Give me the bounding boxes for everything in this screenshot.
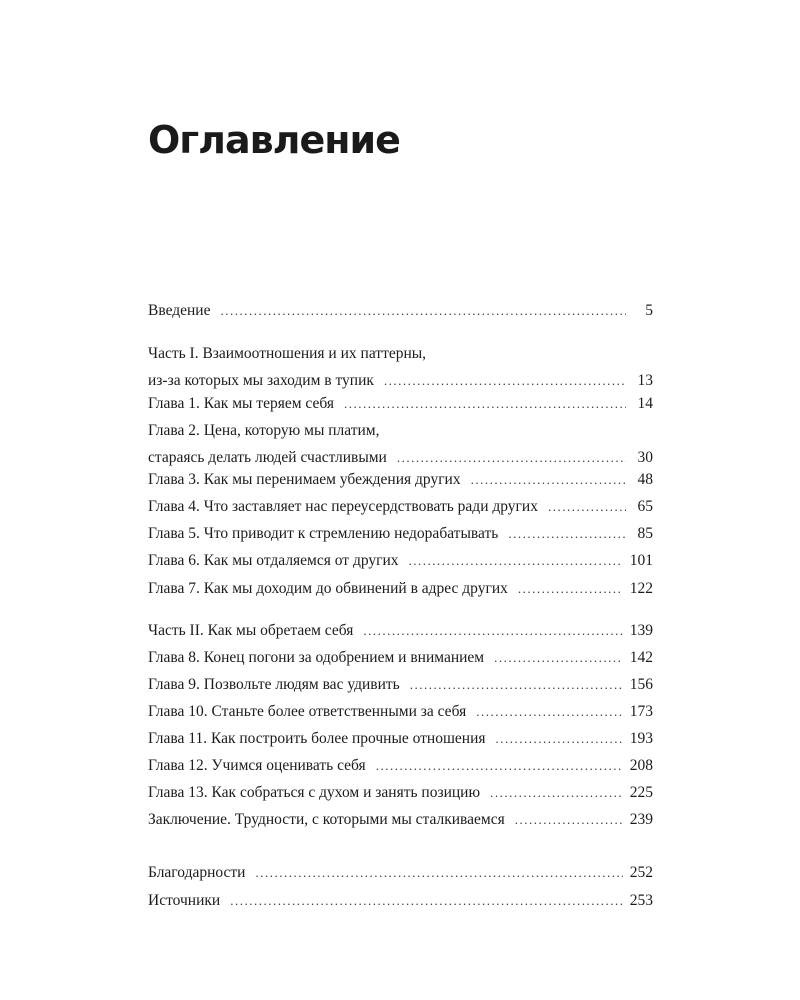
page-title: Оглавление bbox=[148, 118, 400, 162]
toc-label: Глава 3. Как мы перенимаем убеждения других bbox=[148, 471, 461, 488]
toc-entry-chapter-8[interactable] bbox=[148, 644, 653, 671]
dot-leader bbox=[376, 752, 623, 779]
toc-entry-part-2[interactable] bbox=[148, 617, 653, 644]
toc-label: Источники bbox=[148, 892, 221, 909]
toc-page-number: 253 bbox=[629, 892, 653, 909]
toc-row bbox=[148, 493, 653, 520]
toc-page-number: 173 bbox=[629, 703, 653, 720]
toc-page-number: 239 bbox=[629, 811, 653, 828]
toc-page-number: 252 bbox=[629, 864, 653, 881]
dot-leader bbox=[344, 390, 626, 417]
toc-label-line1: Глава 2. Цена, которую мы платим, bbox=[148, 422, 380, 439]
toc-row bbox=[148, 859, 653, 886]
toc-label: Глава 4. Что заставляет нас переусердствовать ради других bbox=[148, 498, 538, 515]
toc-entry-introduction[interactable] bbox=[148, 297, 653, 324]
toc-label: из-за которых мы заходим в тупик bbox=[148, 372, 374, 389]
toc-page-number: 14 bbox=[637, 395, 653, 412]
toc-row bbox=[148, 297, 653, 324]
toc-page-number: 5 bbox=[645, 302, 653, 319]
toc-entry-acknowledgements[interactable] bbox=[148, 859, 653, 886]
toc-label: Заключение. Трудности, с которыми мы сталкиваемся bbox=[148, 811, 505, 828]
toc-page-number: 156 bbox=[629, 676, 653, 693]
toc-label: Глава 8. Конец погони за одобрением и вниманием bbox=[148, 649, 485, 666]
dot-leader bbox=[410, 671, 623, 698]
toc-entry-conclusion[interactable] bbox=[148, 806, 653, 833]
toc-page-number: 85 bbox=[637, 525, 653, 542]
toc-label: Глава 10. Станьте более ответственными за себя bbox=[148, 703, 467, 720]
toc-entry-chapter-13[interactable] bbox=[148, 779, 653, 806]
toc-label: Глава 11. Как построить более прочные отношения bbox=[148, 730, 486, 747]
toc-label: стараясь делать людей счастливыми bbox=[148, 449, 387, 466]
toc-row bbox=[148, 520, 653, 547]
toc-entry-chapter-2[interactable] bbox=[148, 417, 653, 471]
toc-page-number: 65 bbox=[637, 498, 653, 515]
dot-leader bbox=[409, 547, 623, 574]
dot-leader bbox=[515, 806, 623, 833]
dot-leader bbox=[496, 725, 623, 752]
toc-entry-sources[interactable] bbox=[148, 887, 653, 914]
toc-page-number: 225 bbox=[629, 784, 653, 801]
dot-leader bbox=[518, 575, 623, 602]
dot-leader bbox=[230, 887, 623, 914]
toc-row bbox=[148, 671, 653, 698]
toc-row bbox=[148, 466, 653, 493]
toc-row bbox=[148, 575, 653, 602]
toc-entry-part-1[interactable] bbox=[148, 340, 653, 394]
toc-entry-chapter-4[interactable] bbox=[148, 493, 653, 520]
toc-row bbox=[148, 617, 653, 644]
toc-label: Часть II. Как мы обретаем себя bbox=[148, 622, 354, 639]
toc-row bbox=[148, 547, 653, 574]
toc-entry-chapter-12[interactable] bbox=[148, 752, 653, 779]
toc-label: Глава 1. Как мы теряем себя bbox=[148, 395, 334, 412]
toc-page-number: 122 bbox=[629, 580, 653, 597]
toc-entry-chapter-7[interactable] bbox=[148, 575, 653, 602]
toc-row bbox=[148, 644, 653, 671]
dot-leader bbox=[363, 617, 622, 644]
toc-row bbox=[148, 779, 653, 806]
dot-leader bbox=[471, 466, 626, 493]
toc-entry-chapter-3[interactable] bbox=[148, 466, 653, 493]
toc-page-number: 13 bbox=[637, 372, 653, 389]
toc-label: Глава 9. Позвольте людям вас удивить bbox=[148, 676, 400, 693]
toc-page-number: 30 bbox=[637, 449, 653, 466]
toc-label: Введение bbox=[148, 302, 211, 319]
dot-leader bbox=[220, 297, 626, 324]
toc-page-number: 48 bbox=[637, 471, 653, 488]
toc-entry-chapter-5[interactable] bbox=[148, 520, 653, 547]
toc-row bbox=[148, 390, 653, 417]
toc-page-number: 142 bbox=[629, 649, 653, 666]
dot-leader bbox=[494, 644, 623, 671]
dot-leader bbox=[548, 493, 626, 520]
toc-page-number: 193 bbox=[629, 730, 653, 747]
toc-label: Глава 5. Что приводит к стремлению недорабатывать bbox=[148, 525, 499, 542]
dot-leader bbox=[508, 520, 626, 547]
dot-leader bbox=[476, 698, 623, 725]
toc-row bbox=[148, 725, 653, 752]
dot-leader bbox=[255, 859, 622, 886]
toc-row bbox=[148, 698, 653, 725]
toc-row bbox=[148, 887, 653, 914]
toc-row bbox=[148, 752, 653, 779]
toc-row bbox=[148, 806, 653, 833]
toc-label: Глава 7. Как мы доходим до обвинений в адрес других bbox=[148, 580, 508, 597]
toc-label: Благодарности bbox=[148, 864, 246, 881]
toc-entry-chapter-10[interactable] bbox=[148, 698, 653, 725]
toc-page-number: 208 bbox=[629, 757, 653, 774]
toc-label: Глава 13. Как собраться с духом и занять позицию bbox=[148, 784, 481, 801]
dot-leader bbox=[490, 779, 623, 806]
toc-entry-chapter-1[interactable] bbox=[148, 390, 653, 417]
toc-entry-chapter-6[interactable] bbox=[148, 547, 653, 574]
toc-label: Глава 6. Как мы отдаляемся от других bbox=[148, 552, 399, 569]
toc-label-line1: Часть I. Взаимоотношения и их паттерны, bbox=[148, 345, 427, 362]
toc-page-number: 101 bbox=[629, 552, 653, 569]
toc-label: Глава 12. Учимся оценивать себя bbox=[148, 757, 366, 774]
toc-entry-chapter-9[interactable] bbox=[148, 671, 653, 698]
toc-entry-chapter-11[interactable] bbox=[148, 725, 653, 752]
toc-page-number: 139 bbox=[629, 622, 653, 639]
